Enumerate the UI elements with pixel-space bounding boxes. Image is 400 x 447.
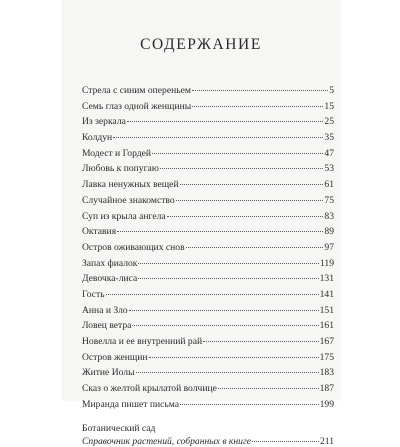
toc-entry-page: 5 <box>329 85 334 96</box>
toc-entry-label: Модест и Гордей <box>82 147 152 159</box>
dot-leader <box>113 137 323 138</box>
toc-entry <box>82 132 334 148</box>
toc-entry <box>82 242 334 258</box>
toc-entry-label: Новелла и ее внутренний рай <box>82 336 203 347</box>
dot-leader <box>127 121 324 122</box>
toc-entry-page: 141 <box>319 288 334 300</box>
toc-entry-label: Стрела с синим опереньем <box>82 85 191 96</box>
toc-entry-label: Остров женщин <box>82 351 148 363</box>
toc-entry <box>82 101 334 117</box>
toc-entry-page: 97 <box>324 241 334 253</box>
dot-leader <box>186 247 324 248</box>
dot-leader <box>138 278 318 279</box>
appendix-entry-label: Справочник растений, собранных в книге <box>82 435 251 447</box>
dot-leader <box>149 357 319 358</box>
toc-entry <box>82 273 334 289</box>
toc-entry <box>82 367 334 383</box>
toc-entry-label: Лавка ненужных вещей <box>82 179 179 191</box>
toc-entry <box>82 305 334 321</box>
toc-entry-page: 175 <box>319 351 334 363</box>
appendix-entry <box>82 436 334 447</box>
toc-entry-page: 83 <box>324 210 334 222</box>
toc-entry-label: Миранда пишет письма <box>82 398 180 410</box>
toc-entry <box>82 179 334 195</box>
toc-entry <box>82 163 334 179</box>
toc-entry-page: 151 <box>319 304 334 316</box>
toc-entry-label: Девочка-лиса <box>82 273 138 285</box>
toc-entry <box>82 336 334 352</box>
toc-entry <box>82 352 334 368</box>
toc-entry-page: 25 <box>324 116 334 128</box>
dot-leader <box>136 372 319 373</box>
toc-entry-page: 199 <box>319 398 334 410</box>
toc-entry-label: Сказ о желтой крылатой волчице <box>82 383 217 395</box>
toc-entry-page: 167 <box>319 336 334 347</box>
dot-leader <box>192 90 328 91</box>
appendix-title: Ботанический сад <box>82 422 156 434</box>
dot-leader <box>138 263 318 264</box>
toc-entry <box>82 211 334 227</box>
toc-entry-label: Октавия <box>82 226 117 238</box>
toc-entry-label: Колдун <box>82 132 113 144</box>
appendix-entry-page: 211 <box>319 435 334 447</box>
toc-entry <box>82 116 334 132</box>
book-page <box>62 0 340 447</box>
table-of-contents <box>82 85 334 414</box>
toc-entry-label: Из зеркала <box>82 116 126 128</box>
dot-leader <box>203 341 319 342</box>
toc-entry-label: Анна и Зло <box>82 304 128 316</box>
toc-entry-label: Любовь к попугаю <box>82 163 159 175</box>
toc-entry-page: 183 <box>319 367 334 379</box>
dot-leader <box>129 310 319 311</box>
toc-entry-page: 89 <box>324 226 334 238</box>
dot-leader <box>192 106 323 107</box>
toc-entry-label: Житие Иолы <box>82 367 135 379</box>
dot-leader <box>180 184 324 185</box>
toc-entry-page: 131 <box>319 273 334 285</box>
toc-entry <box>82 320 334 336</box>
toc-entry-label: Семь глаз одной женщины <box>82 100 192 112</box>
toc-entry <box>82 226 334 242</box>
toc-entry <box>82 85 334 101</box>
dot-leader <box>160 168 323 169</box>
toc-entry <box>82 289 334 305</box>
toc-entry-page: 161 <box>319 320 334 332</box>
dot-leader <box>106 294 319 295</box>
toc-entry-page: 47 <box>324 147 334 159</box>
dot-leader <box>117 231 323 232</box>
toc-entry <box>82 399 334 415</box>
toc-entry-page: 119 <box>319 257 334 269</box>
toc-entry-page: 35 <box>324 132 334 144</box>
toc-entry-label: Ловец ветра <box>82 320 132 332</box>
toc-entry-page: 53 <box>324 163 334 175</box>
dot-leader <box>132 325 318 326</box>
toc-entry <box>82 148 334 164</box>
dot-leader <box>252 441 319 442</box>
toc-entry-label: Запах фиалок <box>82 257 138 269</box>
toc-entry <box>82 383 334 399</box>
appendix-section <box>82 422 334 447</box>
dot-leader <box>176 200 324 201</box>
toc-entry <box>82 195 334 211</box>
page-title: СОДЕРЖАНИЕ <box>140 36 262 53</box>
toc-entry <box>82 258 334 274</box>
toc-entry-label: Остров оживающих снов <box>82 241 185 253</box>
dot-leader <box>218 388 319 389</box>
toc-entry-label: Гость <box>82 288 105 300</box>
dot-leader <box>152 153 323 154</box>
toc-entry-page: 61 <box>324 179 334 191</box>
toc-entry-page: 75 <box>324 194 334 206</box>
toc-entry-page: 187 <box>319 383 334 395</box>
dot-leader <box>167 216 324 217</box>
toc-entry-page: 15 <box>324 100 334 112</box>
toc-entry-label: Случайное знакомство <box>82 194 175 206</box>
toc-entry-label: Суп из крыла ангела <box>82 210 166 222</box>
dot-leader <box>180 404 319 405</box>
